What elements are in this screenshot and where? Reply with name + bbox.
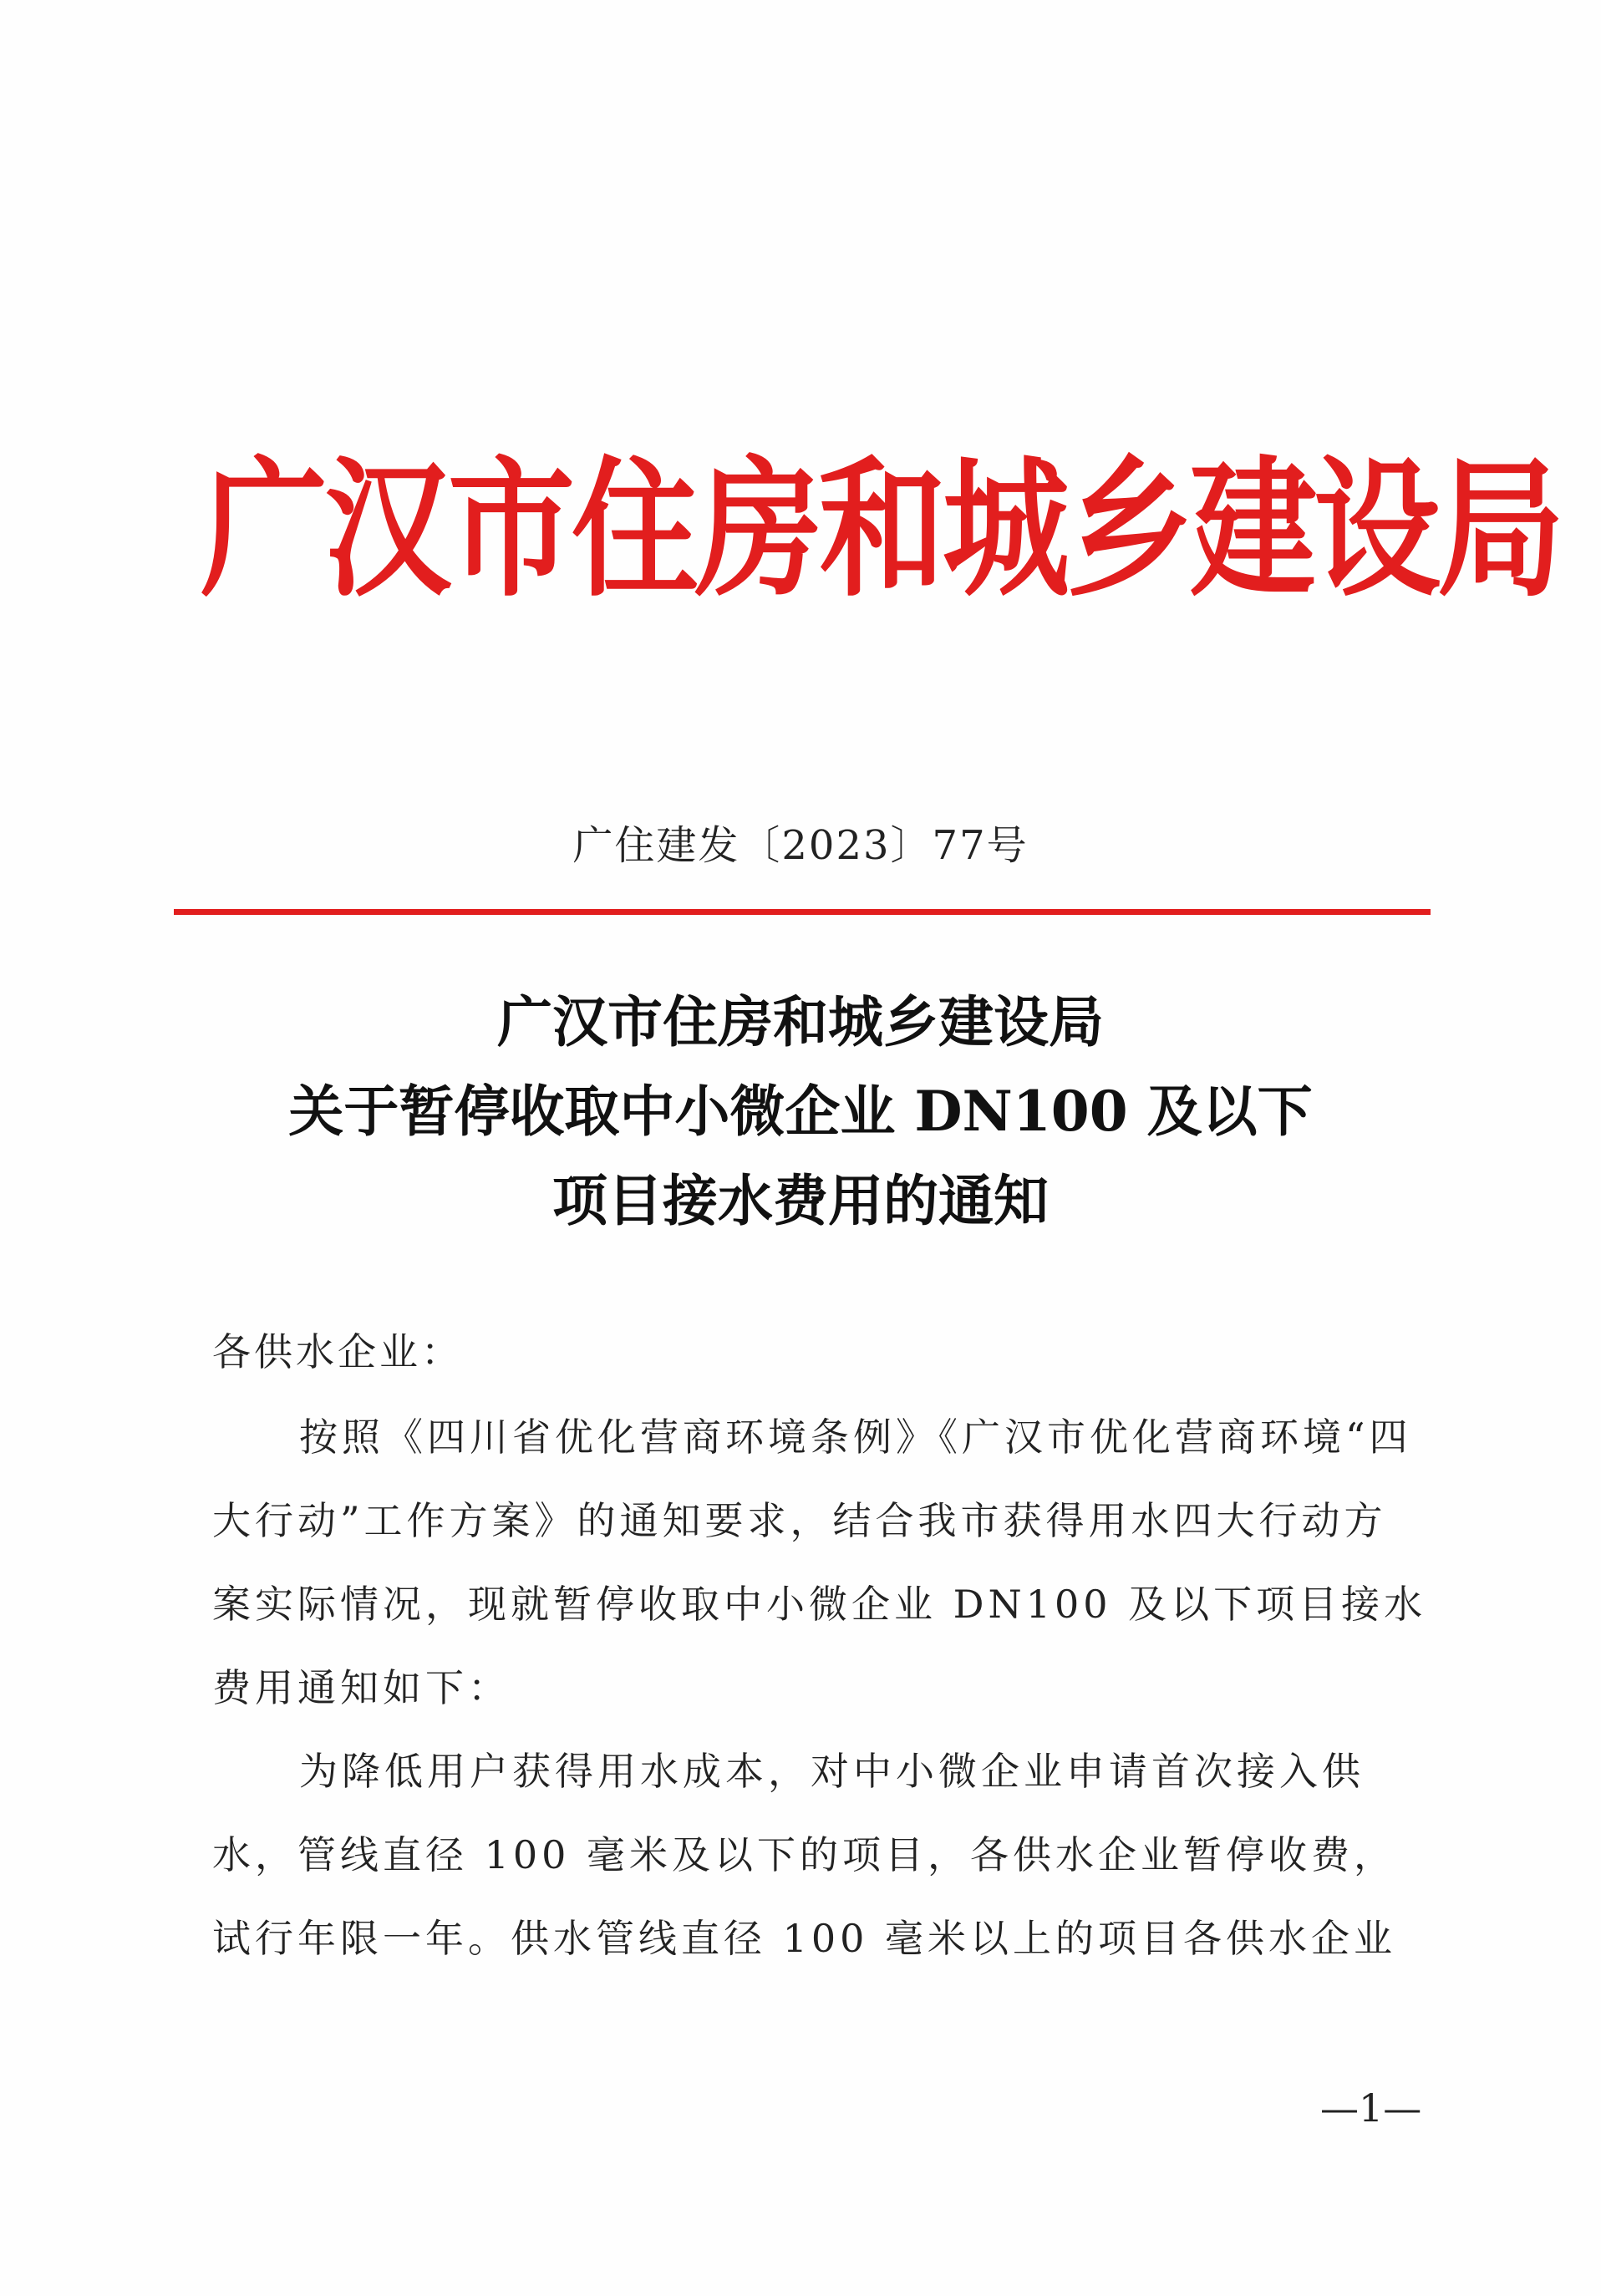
paragraph-line: 为降低用户获得用水成本，对中小微企业申请首次接入供 <box>299 1749 1365 1794</box>
paragraph-line: 大行动”工作方案》的通知要求，结合我市获得用水四大行动方 <box>212 1498 1387 1543</box>
issuer-header: 广汉市住房和城乡建设局 <box>201 442 1561 617</box>
body-paragraph-1 <box>212 1395 1427 1730</box>
salutation: 各供水企业： <box>212 1329 463 1374</box>
page-number: —1— <box>1320 2085 1422 2131</box>
notice-title <box>0 978 1601 1246</box>
paragraph-line: 按照《四川省优化营商环境条例》《广汉市优化营商环境“四 <box>299 1415 1412 1460</box>
body-paragraph-2 <box>212 1730 1412 1980</box>
paragraph-line: 试行年限一年。供水管线直径 100 毫米以上的项目各供水企业 <box>212 1916 1397 1961</box>
notice-title-line: 广汉市住房和城乡建设局 <box>497 989 1104 1054</box>
paragraph-line: 费用通知如下： <box>212 1665 511 1710</box>
paragraph-line: 案实际情况，现就暂停收取中小微企业 DN100 及以下项目接水 <box>212 1582 1427 1627</box>
document-number: 广住建发〔2023〕77号 <box>572 822 1029 869</box>
notice-title-line: 项目接水费用的通知 <box>552 1168 1049 1233</box>
notice-title-line: 关于暂停收取中小微企业 DN100 及以下 <box>288 1079 1313 1144</box>
paragraph-line: 水，管线直径 100 毫米及以下的项目，各供水企业暂停收费， <box>212 1832 1397 1877</box>
red-divider-line <box>174 909 1431 915</box>
